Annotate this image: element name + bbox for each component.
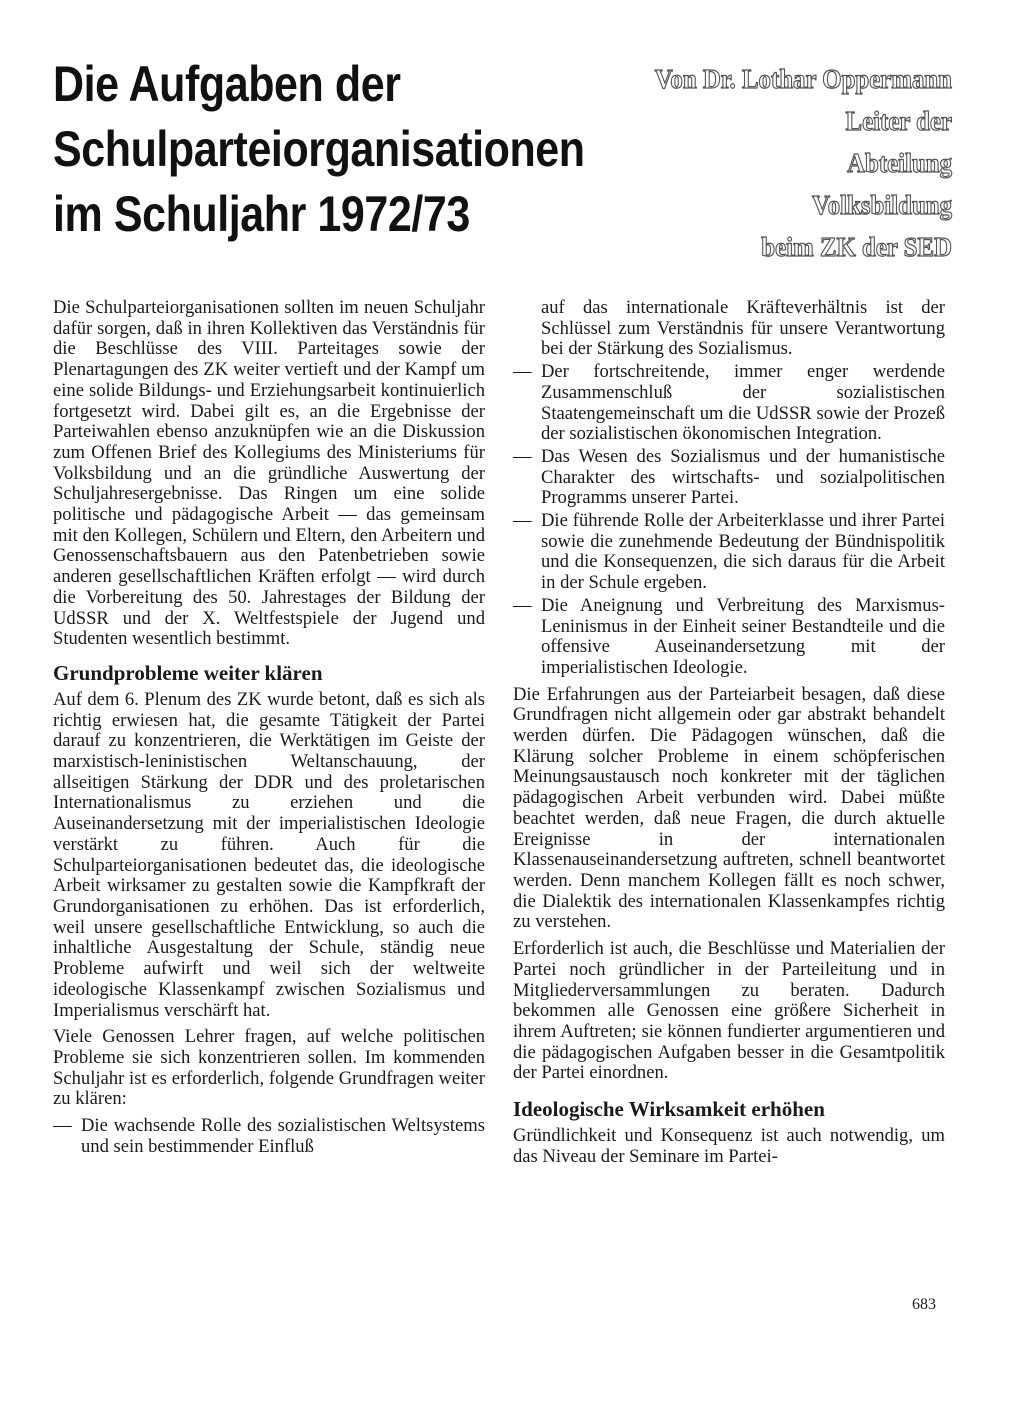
list-item — [513, 447, 945, 509]
list-item — [53, 1116, 485, 1157]
title-line-3: im Schuljahr 1972/73 — [53, 186, 470, 242]
dash-bullet: — — [513, 445, 532, 467]
list-item-text: Der fortschreitende, immer enger werdende Zusammenschluß der sozialistischen Staatengemeinschaft um die UdSSR sowie der Prozeß der sozialistischen ökonomischen Integration. — [541, 361, 945, 445]
left-column — [53, 298, 485, 1159]
body-paragraph: Erforderlich ist auch, die Beschlüsse und Materialien der Partei noch gründlicher in der Parteileitung und in Mitgliederversammlungen zu beraten. Dadurch bekommen alle Genossen eine größere Sicherheit in ihrem Auftreten; sie können fundierter argumentieren und die pädagogischen Aufgaben besser in die Gesamtpolitik der Partei einordnen. — [513, 938, 945, 1084]
body-paragraph: Die Erfahrungen aus der Parteiarbeit besagen, daß diese Grundfragen nicht allgemein oder gar abstrakt behandelt werden dürfen. Die Pädagogen wünschen, daß die Klärung solcher Probleme in einem schöpferischen Meinungsaustausch noch konkreter mit der täglichen pädagogischen Arbeit verbunden wird. Dabei müßte beachtet werden, daß neue Fragen, die durch aktuelle Ereignisse in der internationalen Klassenauseinandersetzung auftreten, schnell beantwortet werden. Denn manchem Kollegen fällt es noch schwer, die Dialektik des internationalen Klassenkampfes richtig zu verstehen. — [513, 683, 945, 933]
dash-bullet: — — [513, 361, 532, 383]
list-item — [513, 511, 945, 594]
list-item-continuation — [513, 298, 945, 360]
list-item — [513, 596, 945, 679]
dash-bullet: — — [53, 1115, 72, 1137]
section-heading: Ideologische Wirksamkeit erhöhen — [513, 1097, 825, 1122]
author-byline — [566, 58, 952, 268]
article-title — [53, 52, 585, 247]
title-line-1: Die Aufgaben der — [53, 56, 401, 112]
author-line-2: Leiter der — [845, 106, 952, 136]
list-item-text: Die wachsende Rolle des sozialistischen Weltsystems und sein bestimmender Einfluß — [81, 1115, 485, 1157]
author-line-3: Abteilung — [847, 148, 952, 178]
list-item-text: Die führende Rolle der Arbeiterklasse und ihrer Partei sowie die zunehmende Bedeutung der Bündnispolitik und die Konsequenzen, die sich daraus für die Arbeit in der Schule ergeben. — [541, 510, 945, 594]
list-item-text: Das Wesen des Sozialismus und der humanistische Charakter des wirtschafts- und sozialpolitischen Programms unserer Partei. — [541, 445, 945, 509]
author-line-5: beim ZK der SED — [761, 232, 952, 262]
right-column — [513, 298, 945, 1173]
page-number: 683 — [912, 1296, 936, 1313]
list-item-text: Die Aneignung und Verbreitung des Marxismus-Leninismus in der Einheit seiner Bestandteile und die offensive Auseinandersetzung mit der imperialistischen Ideologie. — [541, 594, 945, 678]
intro-paragraph: Die Schulparteiorganisationen sollten im neuen Schuljahr dafür sorgen, daß in ihren Kollektiven das Verständnis für die Beschlüsse des VIII. Parteitages sowie der Plenartagungen des ZK weiter vertieft und der Kampf um eine solide Bildungs- und Erziehungsarbeit kontinuierlich fortgesetzt wird. Dabei gilt es, an die Ergebnisse der Parteiwahlen ebenso anzuknüpfen wie an die Diskussion zum Offenen Brief des Kollegiums des Ministeriums für Volksbildung und an die gründliche Auswertung der Schuljahresergebnisse. Das Ringen um eine solide politische und pädagogische Arbeit — das gemeinsam mit den Kollegen, Schülern und Eltern, den Arbeitern und Genossenschaftsbauern aus den Patenbetrieben sowie anderen gesellschaftlichen Kräften erfolgt — wird durch die Vorbereitung des 50. Jahrestages der Bildung der UdSSR und der X. Weltfestspiele der Jugend und Studenten wesentlich bestimmt. — [53, 297, 485, 650]
list-item — [513, 362, 945, 445]
dash-bullet: — — [513, 594, 532, 616]
body-paragraph: Gründlichkeit und Konsequenz ist auch notwendig, um das Niveau der Seminare im Partei- — [513, 1125, 945, 1167]
dash-bullet: — — [513, 510, 532, 532]
section-heading: Grundprobleme weiter klären — [53, 660, 323, 685]
body-paragraph: Viele Genossen Lehrer fragen, auf welche politischen Probleme sie sich konzentrieren sollen. Im kommenden Schuljahr ist es erforderlich, folgende Grundfragen weiter zu klären: — [53, 1026, 485, 1110]
author-line-1: Von Dr. Lothar Oppermann — [654, 64, 952, 94]
author-line-4: Volksbildung — [812, 190, 952, 220]
list-item-text: auf das internationale Kräfteverhältnis ist der Schlüssel zum Verständnis für unsere Verantwortung bei der Stärkung des Sozialismus. — [541, 297, 945, 360]
body-paragraph: Auf dem 6. Plenum des ZK wurde betont, daß es sich als richtig erwiesen hat, die gesamte Tätigkeit der Partei darauf zu konzentrieren, die Werktätigen im Geiste der marxistisch-leninistischen Weltanschauung, der allseitigen Stärkung der DDR und des proletarischen Internationalismus zu erziehen und die Auseinandersetzung mit der imperialistischen Ideologie verstärkt zu führen. Auch für die Schulparteiorganisationen bedeutet das, die ideologische Arbeit wirksamer zu gestalten sowie die Kampfkraft der Grundorganisationen zu erhöhen. Das ist erforderlich, weil unsere gesellschaftliche Entwicklung, so auch die inhaltliche Ausgestaltung der Schule, ständig neue Probleme aufwirft und weil sich der weltweite ideologische Klassenkampf zwischen Sozialismus und Imperialismus verschärft hat. — [53, 688, 485, 1021]
title-line-2: Schulparteiorganisationen — [53, 121, 585, 177]
